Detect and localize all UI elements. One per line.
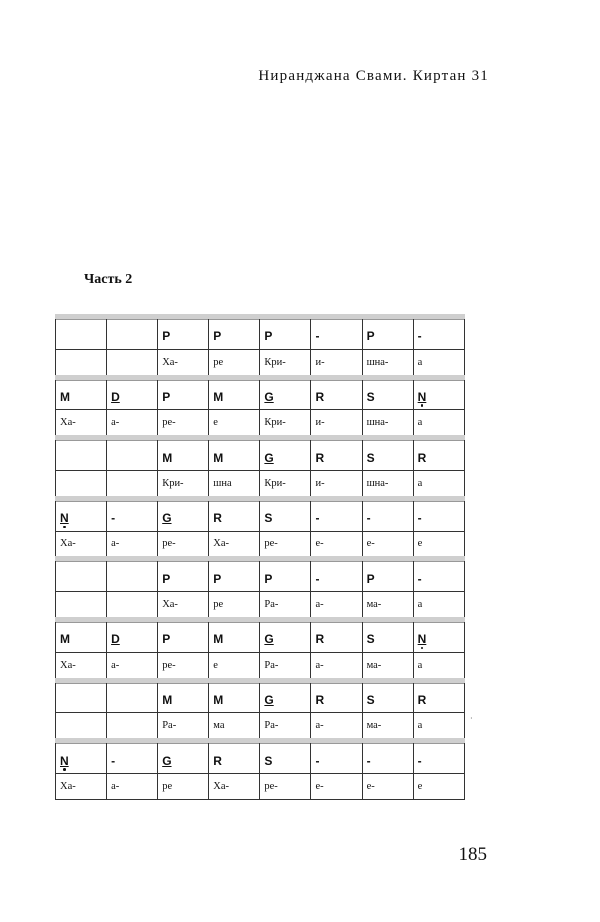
note-cell xyxy=(107,438,158,471)
syllables-row xyxy=(56,470,465,498)
syllable-cell: и- xyxy=(311,349,362,377)
note-cell xyxy=(107,680,158,713)
note-cell: S xyxy=(362,680,413,713)
notes-row xyxy=(56,317,465,350)
note-cell: S xyxy=(260,741,311,774)
note-cell: - xyxy=(362,741,413,774)
note-cell xyxy=(56,317,107,350)
syllable-cell: ре- xyxy=(260,531,311,559)
note-cell: R xyxy=(311,680,362,713)
note-cell: G xyxy=(158,741,209,774)
note-cell: P xyxy=(158,619,209,652)
syllable-cell: е- xyxy=(362,773,413,799)
notes-row xyxy=(56,438,465,471)
note-cell: N xyxy=(413,377,464,410)
notes-row xyxy=(56,377,465,410)
scan-speck: · xyxy=(470,714,473,723)
syllable-cell: ре- xyxy=(158,531,209,559)
note-cell xyxy=(107,317,158,350)
syllable-cell: Ха- xyxy=(209,531,260,559)
syllable-cell xyxy=(107,349,158,377)
syllable-cell: ре xyxy=(209,349,260,377)
note-cell: G xyxy=(158,498,209,531)
syllable-cell xyxy=(107,713,158,741)
syllable-cell: а- xyxy=(311,713,362,741)
note-cell: M xyxy=(158,680,209,713)
syllables-row xyxy=(56,592,465,620)
syllable-cell: е xyxy=(413,531,464,559)
syllable-cell: Ха- xyxy=(56,773,107,799)
syllable-cell: и- xyxy=(311,410,362,438)
syllable-cell: а xyxy=(413,713,464,741)
syllables-row xyxy=(56,349,465,377)
syllable-cell: е- xyxy=(311,773,362,799)
syllable-cell xyxy=(56,713,107,741)
notes-row xyxy=(56,498,465,531)
note-cell: P xyxy=(158,559,209,592)
syllable-cell: ре- xyxy=(158,410,209,438)
syllable-cell: и- xyxy=(311,470,362,498)
note-cell: P xyxy=(260,317,311,350)
note-cell: - xyxy=(413,317,464,350)
syllable-cell xyxy=(107,470,158,498)
syllable-cell: Ха- xyxy=(56,652,107,680)
note-cell: P xyxy=(158,317,209,350)
note-cell xyxy=(56,680,107,713)
syllable-cell: Ха- xyxy=(56,531,107,559)
note-cell: M xyxy=(209,619,260,652)
syllable-cell: е xyxy=(413,773,464,799)
note-cell: R xyxy=(209,498,260,531)
note-cell: G xyxy=(260,377,311,410)
syllable-cell: е xyxy=(209,652,260,680)
note-cell: M xyxy=(158,438,209,471)
syllables-row xyxy=(56,773,465,799)
note-cell: - xyxy=(311,741,362,774)
syllable-cell: а- xyxy=(311,652,362,680)
syllable-cell: ма- xyxy=(362,592,413,620)
note-cell: G xyxy=(260,438,311,471)
syllable-cell: а xyxy=(413,470,464,498)
note-cell xyxy=(56,559,107,592)
note-cell: P xyxy=(362,317,413,350)
note-cell: P xyxy=(362,559,413,592)
note-cell: - xyxy=(413,741,464,774)
note-cell: - xyxy=(107,741,158,774)
syllable-cell: ре xyxy=(158,773,209,799)
page-number: 185 xyxy=(458,844,487,865)
section-title: Часть 2 xyxy=(84,272,133,287)
syllable-cell: шна- xyxy=(362,470,413,498)
syllable-cell: ма xyxy=(209,713,260,741)
syllable-cell: Ра- xyxy=(158,713,209,741)
syllable-cell: Ха- xyxy=(56,410,107,438)
syllable-cell: а- xyxy=(107,773,158,799)
syllable-cell: шна xyxy=(209,470,260,498)
syllables-row xyxy=(56,410,465,438)
note-cell: M xyxy=(209,438,260,471)
note-cell: R xyxy=(413,680,464,713)
note-cell: S xyxy=(362,438,413,471)
syllable-cell: а xyxy=(413,652,464,680)
syllable-cell xyxy=(56,349,107,377)
note-cell: N xyxy=(56,741,107,774)
syllable-cell: Ха- xyxy=(158,349,209,377)
note-cell: M xyxy=(209,680,260,713)
syllable-cell: Ра- xyxy=(260,652,311,680)
syllable-cell: шна- xyxy=(362,349,413,377)
note-cell: P xyxy=(209,317,260,350)
syllable-cell: а- xyxy=(107,652,158,680)
syllable-cell: е xyxy=(209,410,260,438)
note-cell: G xyxy=(260,680,311,713)
notation-table xyxy=(55,314,465,800)
notes-row xyxy=(56,619,465,652)
note-cell xyxy=(107,559,158,592)
note-cell: S xyxy=(362,377,413,410)
note-cell: - xyxy=(311,317,362,350)
syllable-cell xyxy=(56,592,107,620)
syllable-cell: е- xyxy=(311,531,362,559)
syllables-row xyxy=(56,531,465,559)
note-cell: R xyxy=(311,438,362,471)
syllable-cell: ма- xyxy=(362,713,413,741)
syllable-cell: а- xyxy=(107,531,158,559)
note-cell: R xyxy=(209,741,260,774)
syllable-cell xyxy=(56,470,107,498)
note-cell: D xyxy=(107,377,158,410)
note-cell: R xyxy=(413,438,464,471)
syllable-cell: ре xyxy=(209,592,260,620)
note-cell: N xyxy=(413,619,464,652)
note-cell: S xyxy=(260,498,311,531)
note-cell: M xyxy=(209,377,260,410)
notes-row xyxy=(56,559,465,592)
note-cell xyxy=(56,438,107,471)
syllable-cell: Кри- xyxy=(158,470,209,498)
note-cell: - xyxy=(413,559,464,592)
running-header: Ниранджана Свами. Киртан 31 xyxy=(258,68,489,84)
syllable-cell: Ха- xyxy=(158,592,209,620)
note-cell: - xyxy=(311,559,362,592)
notes-row xyxy=(56,680,465,713)
note-cell: - xyxy=(107,498,158,531)
syllables-row xyxy=(56,713,465,741)
syllable-cell: а xyxy=(413,410,464,438)
note-cell: M xyxy=(56,619,107,652)
note-cell: S xyxy=(362,619,413,652)
note-cell: M xyxy=(56,377,107,410)
syllable-cell: ма- xyxy=(362,652,413,680)
note-cell: G xyxy=(260,619,311,652)
syllables-row xyxy=(56,652,465,680)
note-cell: - xyxy=(362,498,413,531)
note-cell: R xyxy=(311,619,362,652)
syllable-cell: шна- xyxy=(362,410,413,438)
syllable-cell: Ра- xyxy=(260,713,311,741)
note-cell: R xyxy=(311,377,362,410)
syllable-cell: ре- xyxy=(260,773,311,799)
syllable-cell: е- xyxy=(362,531,413,559)
syllable-cell: а xyxy=(413,349,464,377)
syllable-cell: а- xyxy=(311,592,362,620)
syllable-cell: Кри- xyxy=(260,470,311,498)
syllable-cell: а xyxy=(413,592,464,620)
syllable-cell xyxy=(107,592,158,620)
note-cell: D xyxy=(107,619,158,652)
note-cell: P xyxy=(209,559,260,592)
note-cell: N xyxy=(56,498,107,531)
notes-row xyxy=(56,741,465,774)
syllable-cell: Ха- xyxy=(209,773,260,799)
syllable-cell: Ра- xyxy=(260,592,311,620)
syllable-cell: а- xyxy=(107,410,158,438)
syllable-cell: Кри- xyxy=(260,410,311,438)
syllable-cell: Кри- xyxy=(260,349,311,377)
note-cell: - xyxy=(413,498,464,531)
note-cell: P xyxy=(260,559,311,592)
note-cell: P xyxy=(158,377,209,410)
note-cell: - xyxy=(311,498,362,531)
syllable-cell: ре- xyxy=(158,652,209,680)
